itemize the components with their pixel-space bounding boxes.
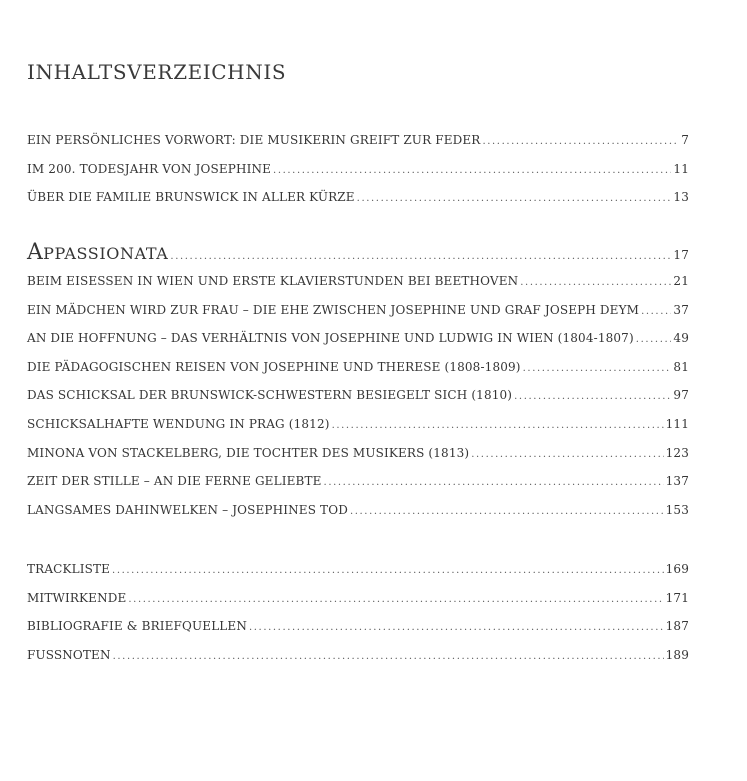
dot-leader [514, 391, 671, 402]
toc-entry[interactable] [27, 303, 689, 332]
toc-entry[interactable] [27, 162, 689, 191]
section-entries [27, 240, 689, 531]
dot-leader [249, 622, 664, 633]
entry-page-number: 137 [665, 474, 689, 489]
entry-page-number: 169 [665, 562, 689, 576]
dot-leader [350, 506, 664, 517]
entry-page-number: 21 [673, 274, 689, 288]
dot-leader [523, 363, 672, 374]
toc-entry[interactable] [27, 503, 689, 532]
entry-page-number: 7 [681, 133, 689, 147]
toc-entry[interactable] [27, 331, 689, 360]
section-title [27, 240, 168, 265]
entry-page-number: 17 [673, 248, 689, 262]
entry-page-number: 171 [665, 590, 689, 605]
toc-entry[interactable] [27, 591, 689, 620]
appendix-entries [27, 562, 689, 676]
toc-entry[interactable] [27, 133, 689, 162]
entry-label: DIE PÄDAGOGISCHEN REISEN VON JOSEPHINE UND THERESE (1808-1809) [27, 359, 521, 374]
entry-label: DAS SCHICKSAL DER BRUNSWICK-SCHWESTERN BESIEGELT SICH (1810) [27, 388, 513, 403]
entry-label: BIBLIOGRAFIE & BRIEFQUELLEN [27, 619, 247, 634]
entry-label: AN DIE HOFFNUNG – DAS VERHÄLTNIS VON JOSEPHINE UND LUDWIG IN WIEN (1804-1807) [27, 331, 634, 346]
toc-entry[interactable] [27, 417, 689, 446]
dot-leader [520, 277, 671, 288]
toc-entry[interactable] [27, 619, 689, 648]
dot-leader [357, 193, 672, 204]
entry-label: LANGSAMES DAHINWELKEN – JOSEPHINES TOD [27, 502, 348, 517]
entry-page-number: 97 [673, 388, 689, 403]
dot-leader [471, 449, 663, 460]
toc-entry[interactable] [27, 474, 689, 503]
toc-entry[interactable] [27, 562, 689, 591]
entry-label: ZEIT DER STILLE – AN DIE FERNE GELIEBTE [27, 474, 322, 489]
dot-leader [112, 565, 664, 576]
toc-entry[interactable] [27, 446, 689, 475]
toc-entry[interactable] [27, 190, 689, 219]
toc-entry[interactable] [27, 360, 689, 389]
section-heading-entry[interactable] [27, 240, 689, 274]
dot-leader [332, 420, 664, 431]
entry-label: MINONA VON STACKELBERG, DIE TOCHTER DES MUSIKERS (1813) [27, 445, 470, 460]
entry-label: IM 200. TODESJAHR VON JOSEPHINE [27, 161, 272, 176]
section-title-initial: A [27, 240, 44, 265]
dot-leader [113, 651, 664, 662]
entry-label: FUSSNOTEN [27, 647, 111, 662]
section-title-rest: PPASSIONATA [43, 244, 169, 263]
entry-page-number: 81 [673, 359, 689, 374]
toc-entry[interactable] [27, 274, 689, 303]
entry-page-number: 13 [673, 190, 689, 205]
entry-label: TRACKLISTE [27, 562, 111, 576]
dot-leader [482, 136, 679, 147]
entry-label: MITWIRKENDE [27, 590, 127, 605]
toc-entry[interactable] [27, 648, 689, 677]
entry-page-number: 189 [665, 647, 689, 662]
entry-page-number: 153 [665, 502, 689, 517]
entry-page-number: 49 [673, 331, 689, 346]
page-title: INHALTSVERZEICHNIS [27, 60, 287, 84]
entry-label: BEIM EISESSEN IN WIEN UND ERSTE KLAVIERSTUNDEN BEI BEETHOVEN [27, 274, 519, 288]
entry-label: EIN PERSÖNLICHES VORWORT: DIE MUSIKERIN GREIFT ZUR FEDER [27, 133, 481, 147]
entry-page-number: 123 [665, 445, 689, 460]
entry-page-number: 187 [665, 619, 689, 634]
dot-leader [324, 477, 664, 488]
dot-leader [641, 306, 671, 317]
dot-leader [636, 334, 672, 345]
entry-page-number: 11 [673, 161, 689, 176]
entry-label: SCHICKSALHAFTE WENDUNG IN PRAG (1812) [27, 416, 330, 431]
dot-leader [128, 594, 663, 605]
intro-entries [27, 133, 689, 219]
dot-leader [273, 165, 671, 176]
entry-label: ÜBER DIE FAMILIE BRUNSWICK IN ALLER KÜRZE [27, 190, 355, 205]
dot-leader [170, 251, 671, 262]
entry-label: EIN MÄDCHEN WIRD ZUR FRAU – DIE EHE ZWISCHEN JOSEPHINE UND GRAF JOSEPH DEYM [27, 302, 640, 317]
toc-entry[interactable] [27, 388, 689, 417]
entry-page-number: 111 [665, 416, 689, 431]
entry-page-number: 37 [673, 302, 689, 317]
